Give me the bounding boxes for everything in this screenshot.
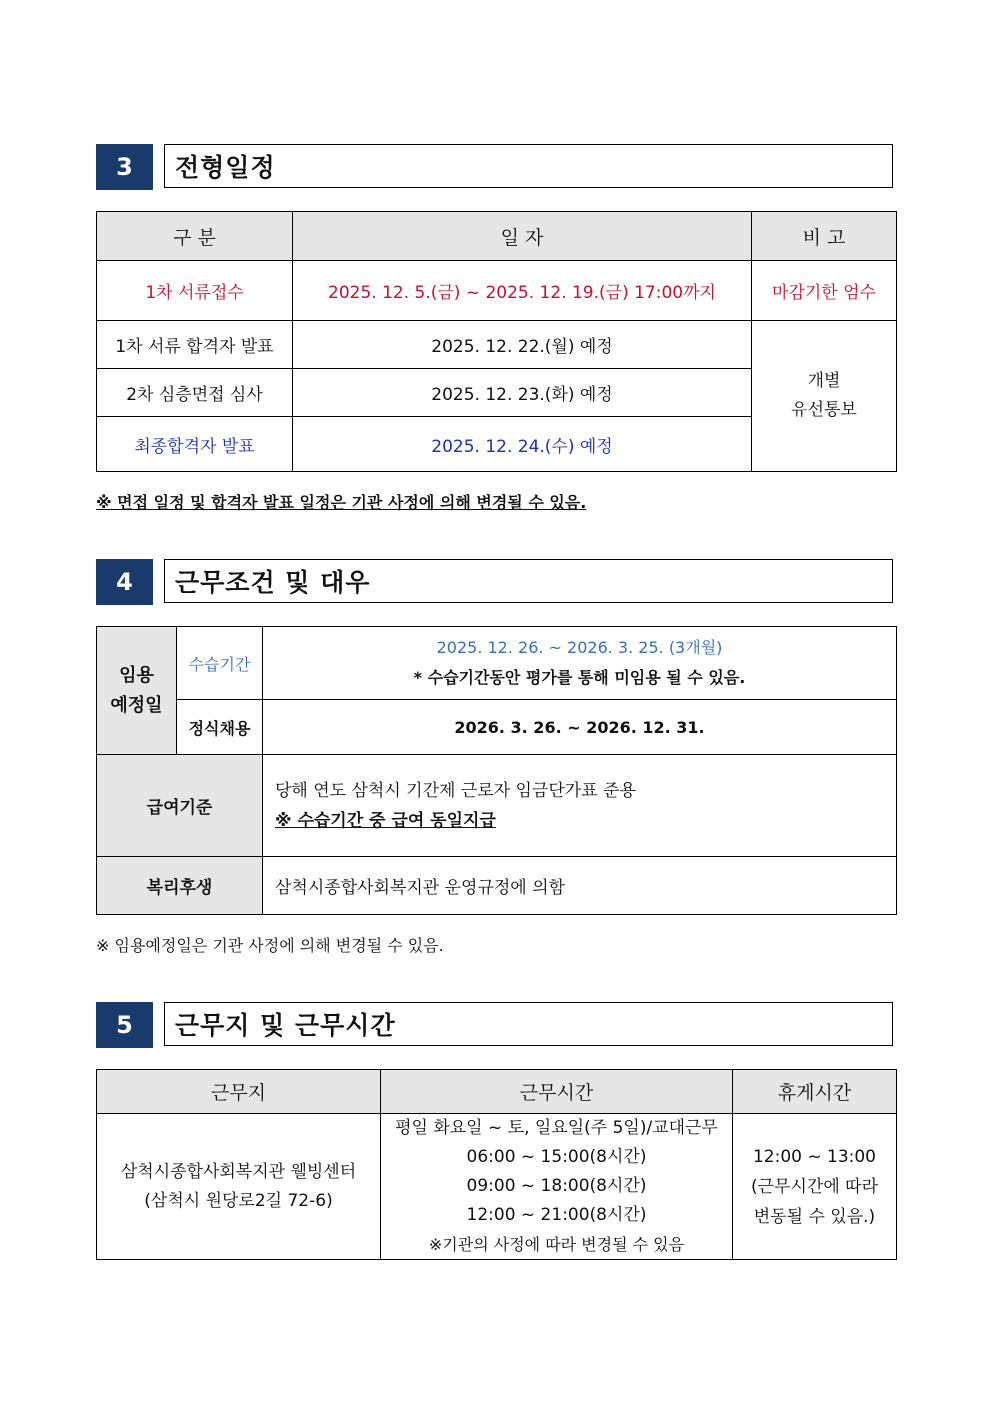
row-label: 2차 심층면접 심사 — [97, 369, 293, 417]
section-number: 4 — [96, 559, 153, 605]
section-title: 근무조건 및 대우 — [164, 559, 893, 603]
section-number: 5 — [96, 1002, 153, 1048]
header-break: 휴게시간 — [733, 1070, 897, 1114]
schedule-table — [96, 211, 897, 472]
table-row — [97, 857, 897, 915]
table-row — [97, 261, 897, 321]
remark-line: 개별 — [807, 371, 841, 391]
row-date: 2025. 12. 23.(화) 예정 — [293, 369, 752, 417]
workplace-address: (삼척시 원당로2길 72-6) — [144, 1190, 333, 1211]
break-line: 12:00 ~ 13:00 — [752, 1146, 877, 1167]
section-title: 전형일정 — [164, 144, 893, 188]
break-cell — [733, 1114, 897, 1260]
salary-label: 급여기준 — [97, 755, 263, 857]
section-title: 근무지 및 근무시간 — [164, 1002, 893, 1046]
table-row — [97, 755, 897, 857]
table-header-row — [97, 1070, 897, 1114]
section-3-header — [96, 144, 893, 190]
welfare-label: 복리후생 — [97, 857, 263, 915]
section-4-header — [96, 559, 893, 605]
hours-cell — [381, 1114, 733, 1260]
conditions-footnote: ※ 임용예정일은 기관 사정에 의해 변경될 수 있음. — [96, 936, 444, 955]
probation-period: 2025. 12. 26. ~ 2026. 3. 25. (3개월) — [436, 638, 723, 657]
remark-line: 유선통보 — [791, 400, 857, 420]
probation-cell — [263, 627, 897, 700]
header-hours: 근무시간 — [381, 1070, 733, 1114]
table-row — [97, 321, 897, 369]
workplace-name: 삼척시종합사회복지관 웰빙센터 — [120, 1161, 357, 1182]
appointment-label — [97, 627, 177, 755]
section-number: 3 — [96, 144, 153, 190]
hours-line: 12:00 ~ 21:00(8시간) — [466, 1205, 647, 1225]
row-label: 1차 서류접수 — [97, 261, 293, 321]
salary-note: ※ 수습기간 중 급여 동일지급 — [275, 810, 496, 831]
label-line: 임용 — [119, 664, 154, 686]
label-line: 예정일 — [110, 694, 163, 716]
row-date: 2025. 12. 24.(수) 예정 — [293, 417, 752, 472]
regular-period: 2026. 3. 26. ~ 2026. 12. 31. — [263, 700, 897, 755]
header-category: 구 분 — [97, 212, 293, 261]
row-label: 1차 서류 합격자 발표 — [97, 321, 293, 369]
probation-label: 수습기간 — [177, 627, 263, 700]
conditions-table — [96, 626, 897, 915]
hours-line: 09:00 ~ 18:00(8시간) — [466, 1176, 647, 1196]
header-date: 일 자 — [293, 212, 752, 261]
regular-label: 정식채용 — [177, 700, 263, 755]
hours-line: 평일 화요일 ~ 토, 일요일(주 5일)/교대근무 — [395, 1118, 718, 1138]
header-remark: 비 고 — [752, 212, 897, 261]
row-label: 최종합격자 발표 — [97, 417, 293, 472]
table-header-row — [97, 212, 897, 261]
salary-line: 당해 연도 삼척시 기간제 근로자 임금단가표 준용 — [275, 780, 636, 801]
break-line: (근무시간에 따라 — [751, 1176, 878, 1197]
merged-remark — [752, 321, 897, 472]
header-workplace: 근무지 — [97, 1070, 381, 1114]
row-date: 2025. 12. 5.(금) ~ 2025. 12. 19.(금) 17:00까지 — [293, 261, 752, 321]
schedule-footnote: ※ 면접 일정 및 합격자 발표 일정은 기관 사정에 의해 변경될 수 있음. — [96, 493, 587, 512]
hours-note: ※기관의 사정에 따라 변경될 수 있음 — [428, 1235, 685, 1254]
table-row — [97, 627, 897, 700]
table-row — [97, 1114, 897, 1260]
workplace-cell — [97, 1114, 381, 1260]
probation-note: * 수습기간동안 평가를 통해 미임용 될 수 있음. — [413, 668, 746, 687]
break-line: 변동될 수 있음.) — [753, 1206, 876, 1227]
workplace-table — [96, 1069, 897, 1260]
salary-cell — [263, 755, 897, 857]
hours-line: 06:00 ~ 15:00(8시간) — [466, 1147, 647, 1167]
section-5-header — [96, 1002, 893, 1048]
welfare-text: 삼척시종합사회복지관 운영규정에 의함 — [263, 857, 897, 915]
row-date: 2025. 12. 22.(월) 예정 — [293, 321, 752, 369]
row-remark: 마감기한 엄수 — [752, 261, 897, 321]
table-row — [97, 700, 897, 755]
